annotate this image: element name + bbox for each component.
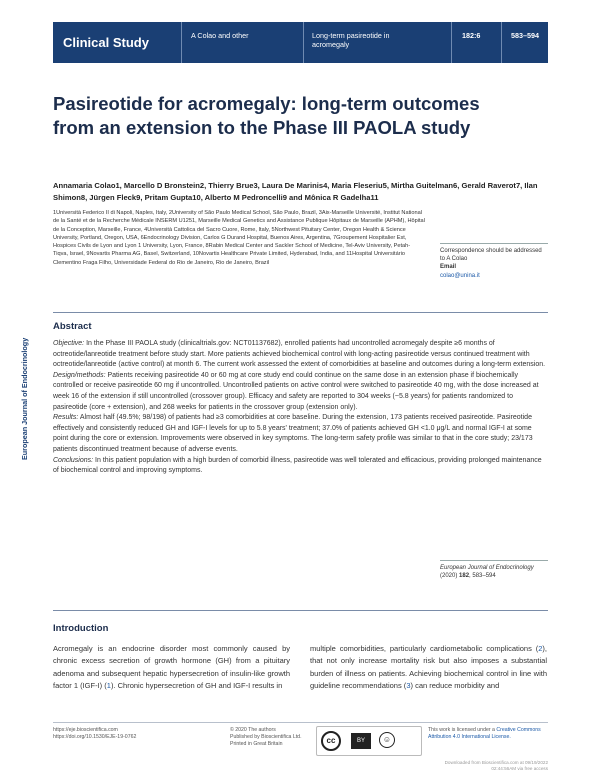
header-divider (181, 22, 182, 63)
sidebar-journal-name: European Journal of Endocrinology (20, 337, 29, 460)
correspondence-box (440, 243, 548, 280)
attribution-person-icon: ☺ (379, 732, 395, 748)
header-pages: 583–594 (511, 31, 539, 40)
footer-copyright: © 2020 The authors Published by Bioscientifica Ltd. Printed in Great Britain (230, 727, 302, 748)
header-volume: 182:6 (462, 31, 481, 40)
cc-icon: cc (321, 731, 341, 751)
abstract-conclusions: Conclusions: In this patient population with a high burden of comorbid illness, pasireotide was well tolerated and efficacious, providing prolonged maintenance of biochemical control and improving symptoms. (53, 456, 542, 475)
author-list: Annamaria Colao1, Marcello D Bronstein2, Thierry Brue3, Laura De Marinis4, Maria Fleseriu5, Mirtha Guitelman6, Gerald Raverot7, Ilan Shimon8, Jürgen Fleck9, Pritam Gupta10, Alberto M Pedroncelli9 and Mônica R Gadelha11 (53, 181, 538, 202)
correspondence-text: Correspondence should be addressed to A Colao (440, 248, 542, 263)
journal-sidebar (20, 300, 32, 460)
article-title: Pasireotide for acromegaly: long-term outcomes from an extension to the Phase III PAOLA study (53, 93, 480, 138)
abstract-top-rule (53, 312, 548, 313)
affiliations: 1Università Federico II di Napoli, Naples, Italy, 2University of São Paulo Medical School, São Paulo, Brazil, 3Aix-Marseille Université, Institut National de la Santé et de la Recherche Médicale INSERM U1251, Marseille Medical Genetics and Assistance Publique Hôpitaux de Marseille (APHM), Hôpital de la Conception, Marseille, France, 4Università Cattolica del Sacro Cuore, Rome, Italy, 5Northwest Pituitary Center, Oregon Health & Science University, Portland, Oregon, USA, 6Endocrinology Division, Carlos G Durand Hospital, Buenos Aires, Argentina, 7Groupement Hospitalier Est, Hospices Civils de Lyon and Lyon 1 University, Lyon, France, 8Rabin Medical Center and Sackler School of Medicine, Tel-Aviv University, Petah-Tiqva, Israel, 9Novartis Pharma AG, Basel, Switzerland, 10Novartis Healthcare Private Limited, Hyderabad, India, and 11Hospital Universitário Clementino Fraga Filho, Universidade Federal do Rio de Janeiro, Rio de Janeiro, Brazil (53, 210, 425, 266)
abstract-objective: Objective: In the Phase III PAOLA study (clinicaltrials.gov: NCT01137682), enrolled patients had uncontrolled acromegaly despite ≥6 months of octreotide/lanreotide treatment before study start. More patients achieved biochemical control with long-acting pasireotide versus continued treatment with octreotide/lanreotide (active control) at month 6. The current work assessed the extent of comorbidities at baseline and outcomes during a long-term extension. (53, 340, 546, 369)
abstract-design: Design/methods: Patients receiving pasireotide 40 or 60 mg at core study end could continue on the same dose in an extension phase if biochemically controlled or receive pasireotide 60 mg if uncontrolled. Uncontrolled patients on active control were switched to pasireotide 40 mg, with the dose increased at week 16 of the extension if still uncontrolled (crossover group). Efficacy and safety are reported to 304 weeks (~5.8 years) for patients randomized to pasireotide (core + extension), and 268 weeks for patients in the crossover group (extension only). (53, 371, 539, 411)
abstract-body (53, 339, 548, 477)
reference-link[interactable]: 2 (538, 644, 543, 653)
citation-box (440, 560, 548, 581)
intro-column-1: Acromegaly is an endocrine disorder most commonly caused by chronic excess secretion of growth hormone (GH) from a pituitary adenoma and subsequent hepatic hypersecretion of insulin-like growth factor 1 (IGF-I) (1). Chronic hypersecretion of GH and IGF-I results in (53, 644, 290, 691)
abstract-results: Results: Almost half (49.5%; 98/198) of patients had ≥3 comorbidities at core baseline. During the extension, 173 patients received pasireotide. Pasireotide effectively and consistently reduced GH and IGF-I levels for up to 5.8 years' treatment; 37.0% of patients achieved GH <1.0 μg/L and normal IGF-I at some point during the core or extension. Improvements were observed in key symptoms. The long-term safety profile was similar to that in the core study; 23/173 patients discontinued treatment because of adverse events. (53, 414, 533, 453)
journal-url[interactable]: https://eje.bioscientifica.com (53, 727, 118, 733)
download-notice: Downloaded from Bioscientifica.com at 09/19/2022 02:44:56AM via free access (444, 760, 548, 772)
intro-column-2: multiple comorbidities, particularly cardiometabolic complications (2), that not only increase mortality risk but also imposes a substantial burden of illness on patients. Achieving biochemical control in line with guideline recommendations (3) can reduce morbidity and (310, 644, 547, 691)
email-label: Email (440, 264, 457, 271)
citation-journal: European Journal of Endocrinology (440, 565, 534, 571)
license-text: This work is licensed under a Creative Commons Attribution 4.0 International License. (428, 727, 541, 741)
abstract-bottom-rule (53, 610, 548, 611)
license-link[interactable]: Creative Commons Attribution 4.0 International License. (428, 727, 541, 741)
section-label: Clinical Study (63, 35, 149, 50)
reference-link[interactable]: 3 (406, 681, 411, 691)
header-divider (451, 22, 452, 63)
header-short-title: Long-term pasireotide in acromegaly (312, 31, 390, 49)
footer-rule (53, 722, 548, 723)
citation-details: (2020) 182, 583–594 (440, 573, 496, 580)
abstract-heading: Abstract (53, 321, 92, 332)
introduction-heading: Introduction (53, 623, 109, 634)
header-divider (303, 22, 304, 63)
doi-url[interactable]: https://doi.org/10.1530/EJE-19-0762 (53, 734, 137, 741)
header-authors: A Colao and other (191, 31, 249, 40)
footer-links (53, 727, 136, 741)
journal-header-bar (53, 22, 548, 63)
cc-license-badge[interactable] (316, 726, 422, 756)
email-link[interactable]: colao@unina.it (440, 272, 480, 279)
reference-link[interactable]: 1 (106, 681, 111, 691)
by-label: BY (351, 733, 371, 749)
header-divider (501, 22, 502, 63)
